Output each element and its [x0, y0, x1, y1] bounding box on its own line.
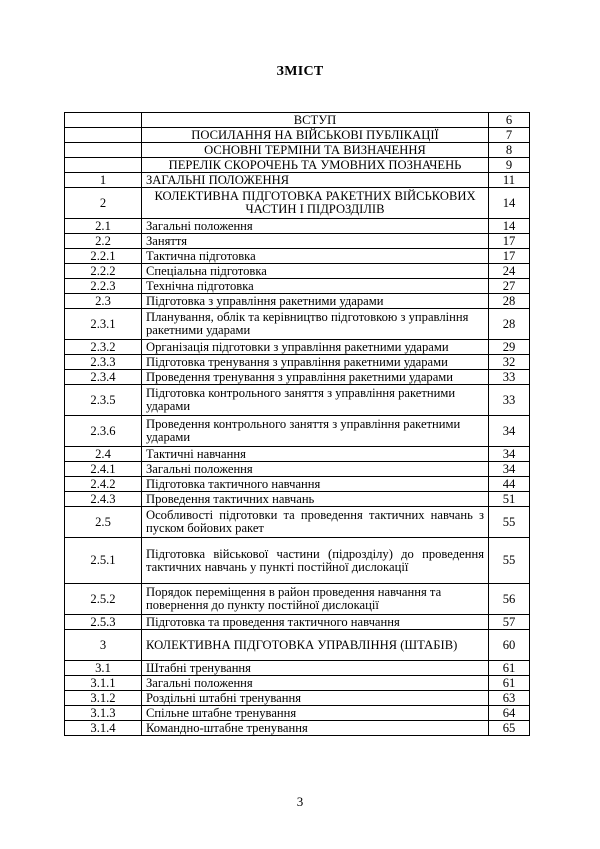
toc-row	[65, 462, 530, 477]
toc-page-number: 60	[489, 630, 530, 661]
toc-section-number	[65, 158, 142, 173]
toc-section-title: Підготовка та проведення тактичного навчання	[142, 615, 489, 630]
toc-row	[65, 249, 530, 264]
toc-section-title: Технічна підготовка	[142, 279, 489, 294]
toc-row	[65, 264, 530, 279]
toc-page-number: 9	[489, 158, 530, 173]
toc-section-title: Порядок переміщення в район проведення навчання та повернення до пункту постійної дислокації	[142, 584, 489, 615]
toc-body	[65, 113, 530, 736]
toc-page-number: 27	[489, 279, 530, 294]
toc-page-number: 57	[489, 615, 530, 630]
toc-section-number: 3	[65, 630, 142, 661]
toc-section-number: 2.3.5	[65, 385, 142, 416]
toc-section-number: 1	[65, 173, 142, 188]
toc-row	[65, 173, 530, 188]
toc-page-number: 29	[489, 340, 530, 355]
toc-page-number: 33	[489, 385, 530, 416]
toc-section-number: 2.2	[65, 234, 142, 249]
toc-section-title: Роздільні штабні тренування	[142, 691, 489, 706]
toc-section-number: 2.3.6	[65, 416, 142, 447]
toc-section-number: 2.3	[65, 294, 142, 309]
toc-section-title: Спеціальна підготовка	[142, 264, 489, 279]
toc-page-number: 7	[489, 128, 530, 143]
toc-page-number: 28	[489, 309, 530, 340]
toc-row	[65, 309, 530, 340]
toc-section-title: Загальні положення	[142, 676, 489, 691]
toc-section-number: 2.1	[65, 219, 142, 234]
toc-section-number: 2.5.3	[65, 615, 142, 630]
toc-section-number: 3.1.1	[65, 676, 142, 691]
toc-row	[65, 477, 530, 492]
toc-page-number: 63	[489, 691, 530, 706]
toc-section-number: 2.4.3	[65, 492, 142, 507]
toc-row	[65, 706, 530, 721]
toc-section-number: 3.1.4	[65, 721, 142, 736]
toc-page-number: 33	[489, 370, 530, 385]
page-number: 3	[296, 794, 304, 809]
toc-page-number: 61	[489, 676, 530, 691]
toc-row	[65, 188, 530, 219]
toc-section-title: Проведення контрольного заняття з управління ракетними ударами	[142, 416, 489, 447]
toc-section-number: 2.4	[65, 447, 142, 462]
toc-row	[65, 355, 530, 370]
toc-page-number: 56	[489, 584, 530, 615]
toc-row	[65, 219, 530, 234]
toc-row	[65, 447, 530, 462]
toc-page-number: 34	[489, 447, 530, 462]
toc-section-title: Особливості підготовки та проведення тактичних навчань з пуском бойових ракет	[142, 507, 489, 538]
toc-section-title: КОЛЕКТИВНА ПІДГОТОВКА РАКЕТНИХ ВІЙСЬКОВИХ ЧАСТИН І ПІДРОЗДІЛІВ	[142, 188, 489, 219]
toc-row	[65, 158, 530, 173]
toc-page-number: 28	[489, 294, 530, 309]
toc-page-number: 17	[489, 249, 530, 264]
toc-page-number: 44	[489, 477, 530, 492]
toc-section-number: 2.3.3	[65, 355, 142, 370]
toc-row	[65, 630, 530, 661]
toc-section-number: 2.4.2	[65, 477, 142, 492]
toc-section-number: 2.5.2	[65, 584, 142, 615]
toc-section-number: 2.2.1	[65, 249, 142, 264]
toc-section-title: ОСНОВНІ ТЕРМІНИ ТА ВИЗНАЧЕННЯ	[142, 143, 489, 158]
toc-page-number: 55	[489, 538, 530, 584]
toc-section-number: 2.2.2	[65, 264, 142, 279]
toc-row	[65, 507, 530, 538]
toc-row	[65, 538, 530, 584]
toc-section-title: Загальні положення	[142, 462, 489, 477]
toc-page-number: 61	[489, 661, 530, 676]
toc-section-number: 2.3.4	[65, 370, 142, 385]
toc-section-number: 2	[65, 188, 142, 219]
toc-row	[65, 143, 530, 158]
toc-row	[65, 294, 530, 309]
toc-row	[65, 279, 530, 294]
toc-section-number	[65, 128, 142, 143]
toc-row	[65, 492, 530, 507]
toc-page-number: 32	[489, 355, 530, 370]
toc-section-number: 2.5.1	[65, 538, 142, 584]
toc-page-number: 24	[489, 264, 530, 279]
toc-page-number: 51	[489, 492, 530, 507]
toc-section-title: ПЕРЕЛІК СКОРОЧЕНЬ ТА УМОВНИХ ПОЗНАЧЕНЬ	[142, 158, 489, 173]
page-title: ЗМІСТ	[276, 64, 324, 79]
toc-section-title: Підготовка з управління ракетними ударами	[142, 294, 489, 309]
toc-section-title: Підготовка контрольного заняття з управління ракетними ударами	[142, 385, 489, 416]
toc-section-title: Командно-штабне тренування	[142, 721, 489, 736]
toc-row	[65, 615, 530, 630]
toc-section-title: Організація підготовки з управління ракетними ударами	[142, 340, 489, 355]
toc-row	[65, 416, 530, 447]
toc-section-title: Підготовка тренування з управління ракетними ударами	[142, 355, 489, 370]
toc-section-title: Проведення тренування з управління ракетними ударами	[142, 370, 489, 385]
toc-row	[65, 113, 530, 128]
toc-row	[65, 340, 530, 355]
toc-row	[65, 676, 530, 691]
toc-page-number: 14	[489, 188, 530, 219]
toc-section-title: ЗАГАЛЬНІ ПОЛОЖЕННЯ	[142, 173, 489, 188]
toc-section-number: 2.5	[65, 507, 142, 538]
toc-row	[65, 584, 530, 615]
toc-row	[65, 691, 530, 706]
toc-page-number: 34	[489, 416, 530, 447]
toc-section-title: ПОСИЛАННЯ НА ВІЙСЬКОВІ ПУБЛІКАЦІЇ	[142, 128, 489, 143]
toc-section-title: Підготовка військової частини (підрозділу) до проведення тактичних навчань у пункті постійної дислокації	[142, 538, 489, 584]
toc-page-number: 11	[489, 173, 530, 188]
toc-section-number: 2.3.2	[65, 340, 142, 355]
toc-section-number: 3.1	[65, 661, 142, 676]
toc-page-number: 6	[489, 113, 530, 128]
toc-page-number: 14	[489, 219, 530, 234]
toc-page-number: 8	[489, 143, 530, 158]
toc-section-title: Штабні тренування	[142, 661, 489, 676]
toc-row	[65, 370, 530, 385]
toc-row	[65, 385, 530, 416]
toc-section-title: Планування, облік та керівництво підготовкою з управління ракетними ударами	[142, 309, 489, 340]
toc-page-number: 34	[489, 462, 530, 477]
toc-section-title: Загальні положення	[142, 219, 489, 234]
toc-section-title: Тактична підготовка	[142, 249, 489, 264]
toc-section-number: 2.3.1	[65, 309, 142, 340]
toc-page-number: 64	[489, 706, 530, 721]
table-of-contents	[64, 112, 530, 736]
toc-section-number	[65, 143, 142, 158]
toc-section-number: 3.1.2	[65, 691, 142, 706]
toc-section-title: Проведення тактичних навчань	[142, 492, 489, 507]
toc-section-title: Спільне штабне тренування	[142, 706, 489, 721]
toc-row	[65, 721, 530, 736]
toc-section-number: 2.2.3	[65, 279, 142, 294]
toc-row	[65, 234, 530, 249]
toc-page-number: 65	[489, 721, 530, 736]
toc-row	[65, 661, 530, 676]
toc-section-title: ВСТУП	[142, 113, 489, 128]
toc-page-number: 55	[489, 507, 530, 538]
toc-section-title: Тактичні навчання	[142, 447, 489, 462]
toc-section-number: 3.1.3	[65, 706, 142, 721]
toc-row	[65, 128, 530, 143]
toc-section-title: КОЛЕКТИВНА ПІДГОТОВКА УПРАВЛІННЯ (ШТАБІВ)	[142, 630, 489, 661]
toc-section-number: 2.4.1	[65, 462, 142, 477]
toc-section-number	[65, 113, 142, 128]
toc-section-title: Підготовка тактичного навчання	[142, 477, 489, 492]
toc-section-title: Заняття	[142, 234, 489, 249]
toc-page-number: 17	[489, 234, 530, 249]
